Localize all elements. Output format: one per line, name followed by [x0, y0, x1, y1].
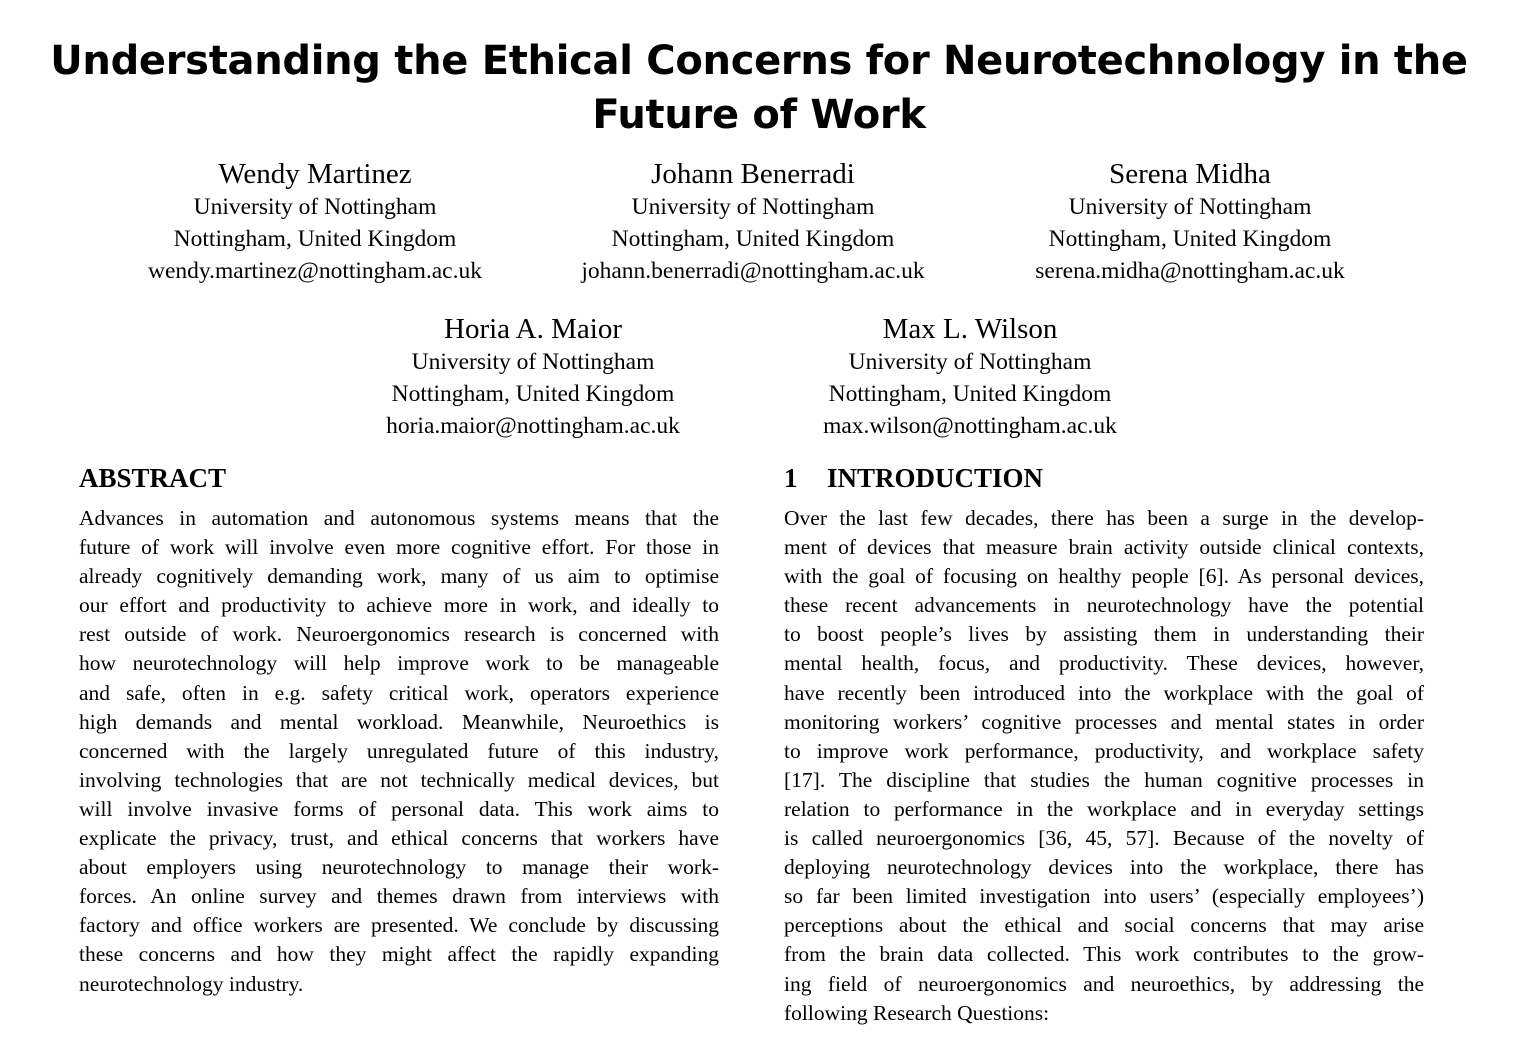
intro-line: [17]. The discipline that studies the human cognitive processes in: [784, 767, 1424, 792]
author-name: Serena Midha: [1109, 158, 1271, 190]
abstract-line: about employers using neurotechnology to manage their work-: [79, 855, 719, 880]
abstract-line: already cognitively demanding work, many of us aim to optimise: [79, 564, 719, 589]
author-block: [523, 157, 983, 287]
paper-title-line-1: Understanding the Ethical Concerns for Neurotechnology in the: [50, 38, 1468, 84]
author-location: Nottingham, United Kingdom: [391, 381, 675, 407]
author-block: [740, 312, 1200, 442]
section-number: 1: [784, 463, 798, 493]
author-block: [960, 157, 1420, 287]
abstract-line: forces. An online survey and themes drawn from interviews with: [79, 884, 719, 909]
intro-line: is called neuroergonomics [36, 45, 57]. Because of the novelty of: [784, 826, 1424, 851]
intro-line: so far been limited investigation into users’ (especially employees’): [784, 884, 1424, 909]
author-name: Max L. Wilson: [882, 313, 1058, 345]
abstract-line: concerned with the largely unregulated future of this industry,: [79, 738, 719, 763]
author-institution: University of Nottingham: [1068, 194, 1312, 220]
abstract-line: explicate the privacy, trust, and ethical concerns that workers have: [79, 826, 719, 851]
abstract-line: our effort and productivity to achieve more in work, and ideally to: [79, 593, 719, 618]
section-title: INTRODUCTION: [827, 463, 1044, 493]
author-email[interactable]: serena.midha@nottingham.ac.uk: [1035, 258, 1345, 284]
author-location: Nottingham, United Kingdom: [828, 381, 1112, 407]
author-email[interactable]: wendy.martinez@nottingham.ac.uk: [147, 258, 482, 284]
author-location: Nottingham, United Kingdom: [173, 226, 457, 252]
abstract-heading: ABSTRACT: [79, 463, 227, 493]
author-location: Nottingham, United Kingdom: [611, 226, 895, 252]
abstract-line: rest outside of work. Neuroergonomics research is concerned with: [79, 622, 719, 647]
author-block: [303, 312, 763, 442]
abstract-line: and safe, often in e.g. safety critical work, operators experience: [79, 680, 719, 705]
author-block: [85, 157, 545, 287]
abstract-line: neurotechnology industry.: [79, 971, 304, 996]
author-institution: University of Nottingham: [631, 194, 875, 220]
abstract-line: future of work will involve even more cognitive effort. For those in: [79, 535, 719, 560]
abstract-line: factory and office workers are presented. We conclude by discussing: [79, 913, 719, 938]
intro-line: mental health, focus, and productivity. These devices, however,: [784, 651, 1424, 676]
author-name: Johann Benerradi: [651, 158, 855, 190]
intro-line: ing field of neuroergonomics and neuroethics, by addressing the: [784, 971, 1424, 996]
abstract-line: how neurotechnology will help improve work to be manageable: [79, 651, 719, 676]
intro-line: monitoring workers’ cognitive processes and mental states in order: [784, 709, 1424, 734]
paper-title: [0, 34, 1518, 142]
intro-line: from the brain data collected. This work contributes to the grow-: [784, 942, 1424, 967]
author-institution: University of Nottingham: [193, 194, 437, 220]
intro-line: deploying neurotechnology devices into the workplace, there has: [784, 855, 1424, 880]
abstract-line: Advances in automation and autonomous systems means that the: [79, 506, 719, 530]
intro-line: following Research Questions:: [784, 1000, 1050, 1025]
author-name: Wendy Martinez: [218, 158, 412, 190]
abstract-line: will involve invasive forms of personal data. This work aims to: [79, 796, 719, 821]
intro-line: have recently been introduced into the workplace with the goal of: [784, 680, 1424, 705]
intro-line: to improve work performance, productivity, and workplace safety: [784, 738, 1424, 763]
intro-line: Over the last few decades, there has been a surge in the develop-: [784, 506, 1424, 530]
intro-line: to boost people’s lives by assisting them in understanding their: [784, 622, 1424, 647]
abstract-line: these concerns and how they might affect the rapidly expanding: [79, 942, 719, 967]
author-email[interactable]: max.wilson@nottingham.ac.uk: [823, 413, 1117, 439]
author-name: Horia A. Maior: [444, 313, 622, 345]
introduction-heading: [784, 460, 1043, 496]
introduction-body: [784, 504, 1424, 1028]
abstract-body: [79, 504, 719, 999]
intro-line: with the goal of focusing on healthy people [6]. As personal devices,: [784, 564, 1424, 589]
intro-line: perceptions about the ethical and social concerns that may arise: [784, 913, 1424, 938]
author-institution: University of Nottingham: [848, 349, 1092, 375]
author-institution: University of Nottingham: [411, 349, 655, 375]
abstract-line: involving technologies that are not technically medical devices, but: [79, 767, 719, 792]
intro-line: ment of devices that measure brain activity outside clinical contexts,: [784, 535, 1424, 560]
intro-line: these recent advancements in neurotechnology have the potential: [784, 593, 1424, 618]
author-email[interactable]: horia.maior@nottingham.ac.uk: [386, 413, 680, 439]
paper-title-line-2: Future of Work: [592, 92, 926, 138]
author-location: Nottingham, United Kingdom: [1048, 226, 1332, 252]
intro-line: relation to performance in the workplace and in everyday settings: [784, 796, 1424, 821]
author-email[interactable]: johann.benerradi@nottingham.ac.uk: [581, 258, 925, 284]
abstract-line: high demands and mental workload. Meanwhile, Neuroethics is: [79, 709, 719, 734]
